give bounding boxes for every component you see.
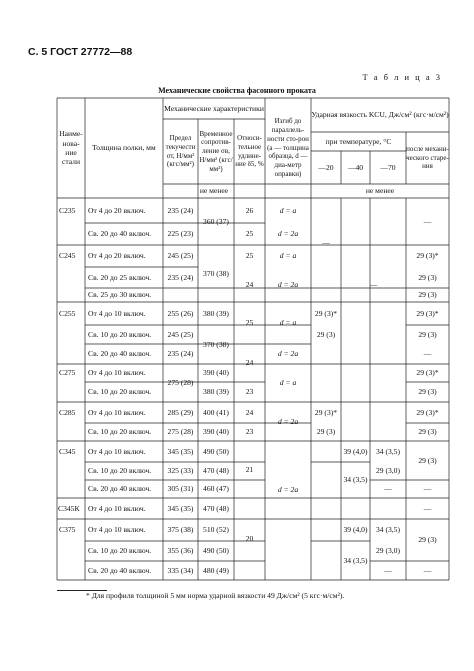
yield-cell: 325 (33) [167, 466, 194, 476]
impact-aging-cell: 29 (3) [418, 272, 437, 282]
thickness-cell: Св. 10 до 20 включ. [88, 466, 152, 476]
yield-cell: 245 (25) [167, 329, 194, 339]
tensile-cell: 470 (48) [203, 466, 229, 476]
thickness-cell: Св. 20 до 40 включ. [88, 565, 152, 575]
header-bend-test: Изгиб до параллель-ности сто-рон (а — толщина образца, d — диа-метр оправки) [267, 117, 309, 178]
elongation-cell: 24 [245, 279, 254, 289]
header-impact-group: Ударная вязкость KCU, Дж/см² (кгс·м/см²) [311, 110, 449, 120]
impact-minus70-cell: — [384, 484, 392, 494]
yield-cell: 375 (38) [167, 525, 194, 535]
impact-minus70-cell: 29 (3,0) [375, 466, 401, 476]
header-temperature-group: при температуре, °С [325, 136, 392, 146]
tensile-cell: 390 (40) [203, 368, 229, 378]
yield-cell: 345 (35) [167, 446, 194, 456]
bend-cell: d = 2a [277, 485, 299, 495]
bend-cell: d = a [279, 378, 297, 388]
thickness-cell: Св. 20 до 40 включ. [88, 349, 152, 359]
impact-minus70-cell: — [384, 565, 392, 575]
header-thickness: Толщина полки, мм [92, 143, 156, 153]
thickness-cell: Св. 20 до 40 включ. [88, 229, 152, 239]
impact-aging-cell: — [423, 216, 432, 226]
tensile-cell: 460 (47) [203, 484, 229, 494]
header-tensile-strength: Временное сопротив-ление σв, Н/мм² (кгс/мм²) [199, 129, 233, 173]
thickness-cell: От 4 до 10 включ. [88, 368, 146, 378]
bend-cell: d = a [279, 318, 297, 328]
bend-cell: d = 2a [277, 349, 299, 359]
table-label: Т а б л и ц а 3 [362, 72, 442, 82]
thickness-cell: От 4 до 10 включ. [88, 525, 146, 535]
thickness-cell: От 4 до 10 включ. [88, 407, 146, 417]
steel-grade: С285 [59, 407, 76, 417]
thickness-cell: Св. 20 до 25 включ. [88, 272, 152, 282]
bend-cell: d = 2a [277, 416, 299, 426]
header-temp-minus70: —70 [380, 162, 396, 172]
tensile-cell: 490 (50) [203, 446, 229, 456]
impact-minus40-cell: — [369, 280, 378, 290]
elongation-cell: 25 [245, 318, 254, 328]
elongation-cell: 24 [245, 407, 254, 417]
impact-aging-cell: — [423, 565, 432, 575]
elongation-cell: 21 [245, 464, 254, 474]
impact-aging-cell: — [423, 484, 432, 494]
steel-grade: С345 [59, 446, 76, 456]
impact-minus40-cell: 39 (4,0) [343, 525, 368, 535]
impact-aging-cell: 29 (3) [418, 387, 437, 397]
impact-minus20-cell: 29 (3) [316, 427, 336, 437]
header-steel: Наиме-нова-ние стали [59, 129, 83, 167]
yield-cell: 275 (28) [167, 378, 194, 388]
bend-cell: d = a [279, 251, 297, 261]
thickness-cell: Св. 10 до 20 включ. [88, 329, 152, 339]
elongation-cell: 24 [245, 358, 254, 368]
header-not-less-mechanical: не менее [199, 186, 229, 196]
steel-grade: С275 [59, 368, 76, 378]
impact-aging-cell: 29 (3)* [416, 308, 439, 318]
yield-cell: 235 (24) [167, 272, 194, 282]
steel-grade: С235 [59, 205, 76, 215]
impact-aging-cell: 29 (3) [418, 535, 437, 545]
thickness-cell: От 4 до 20 включ. [88, 205, 146, 215]
elongation-cell: 26 [245, 205, 254, 215]
header-not-less-impact: не менее [365, 186, 395, 196]
footnote: * Для профиля толщиной 5 мм норма ударной вязкости 49 Дж/см² (5 кгс·м/см²). [86, 591, 345, 600]
yield-cell: 355 (36) [167, 546, 194, 556]
steel-grade: С255 [59, 308, 76, 318]
thickness-cell: От 4 до 10 включ. [88, 503, 146, 513]
bend-cell: d = 2a [277, 229, 299, 239]
yield-cell: 235 (24) [167, 349, 194, 359]
impact-aging-cell: 29 (3) [418, 290, 437, 300]
impact-minus20-cell: — [322, 238, 330, 248]
yield-cell: 275 (28) [167, 427, 194, 437]
yield-cell: 285 (29) [167, 407, 194, 417]
tensile-cell: 390 (40) [203, 427, 229, 437]
header-elongation: Относи-тельное удлине-ние δ5, % [235, 134, 264, 169]
impact-minus70-cell: 34 (3,5) [375, 446, 401, 456]
tensile-cell: 510 (52) [203, 525, 229, 535]
tensile-cell: 380 (39) [203, 387, 229, 397]
yield-cell: 335 (34) [167, 565, 194, 575]
thickness-cell: Св. 10 до 20 включ. [88, 546, 152, 556]
impact-aging-cell: — [423, 503, 432, 513]
thickness-cell: Св. 10 до 20 включ. [88, 427, 152, 437]
impact-aging-cell: 29 (3)* [416, 368, 439, 378]
elongation-cell: 25 [245, 251, 254, 261]
tensile-cell: 490 (50) [203, 546, 229, 556]
bend-cell: d = 2a [277, 279, 299, 289]
steel-grade: С375 [59, 525, 76, 535]
tensile-cell: 470 (48) [203, 503, 229, 513]
page-header: С. 5 ГОСТ 27772—88 [28, 46, 133, 58]
header-mechanical-group: Механические характеристики [164, 103, 264, 113]
thickness-cell: От 4 до 10 включ. [88, 446, 146, 456]
header-temp-minus40: —40 [347, 162, 364, 172]
yield-cell: 235 (24) [167, 205, 194, 215]
thickness-cell: Св. 20 до 40 включ. [88, 484, 152, 494]
tensile-cell: 480 (49) [203, 565, 229, 575]
tensile-cell: 370 (38) [203, 339, 229, 349]
thickness-cell: От 4 до 10 включ. [88, 308, 146, 318]
impact-minus20-cell: 29 (3) [316, 329, 336, 339]
steel-grade: С245 [59, 251, 76, 261]
yield-cell: 255 (26) [167, 308, 194, 318]
header-yield-strength: Предел текучести σт, Н/мм² (кгс/мм²) [165, 134, 196, 169]
thickness-cell: Св. 25 до 30 включ. [88, 290, 152, 300]
tensile-cell: 360 (37) [203, 216, 229, 226]
yield-cell: 225 (23) [167, 229, 194, 239]
impact-minus20-cell: 29 (3)* [314, 308, 338, 318]
impact-minus40-cell: 34 (3,5) [343, 475, 368, 485]
impact-aging-cell: 29 (3)* [416, 407, 439, 417]
elongation-cell: 23 [245, 387, 254, 397]
thickness-cell: Св. 10 до 20 включ. [88, 387, 152, 397]
header-after-aging: после механи-ческого старе-ния [406, 144, 449, 171]
impact-aging-cell: — [423, 349, 432, 359]
impact-aging-cell: 29 (3) [418, 427, 437, 437]
steel-grade: С345К [58, 503, 80, 513]
elongation-cell: 20 [245, 534, 254, 544]
elongation-cell: 25 [245, 229, 254, 239]
impact-minus40-cell: 39 (4,0) [343, 446, 368, 456]
table-title: Механические свойства фасонного проката [158, 86, 316, 95]
impact-minus20-cell: 29 (3)* [314, 407, 338, 417]
yield-cell: 245 (25) [167, 251, 194, 261]
header-temp-minus20: —20 [318, 162, 334, 172]
tensile-cell: 370 (38) [203, 268, 229, 278]
impact-minus70-cell: 29 (3,0) [375, 546, 401, 556]
impact-minus40-cell: 34 (3,5) [343, 555, 368, 565]
yield-cell: 345 (35) [167, 503, 194, 513]
tensile-cell: 400 (41) [203, 407, 229, 417]
impact-aging-cell: 29 (3) [418, 455, 437, 465]
elongation-cell: 23 [245, 427, 254, 437]
tensile-cell: 380 (39) [203, 308, 229, 318]
bend-cell: d = a [279, 205, 297, 215]
impact-aging-cell: 29 (3) [418, 329, 437, 339]
impact-minus70-cell: 34 (3,5) [375, 525, 401, 535]
thickness-cell: От 4 до 20 включ. [88, 251, 146, 261]
impact-aging-cell: 29 (3)* [416, 251, 439, 261]
yield-cell: 305 (31) [167, 484, 194, 494]
